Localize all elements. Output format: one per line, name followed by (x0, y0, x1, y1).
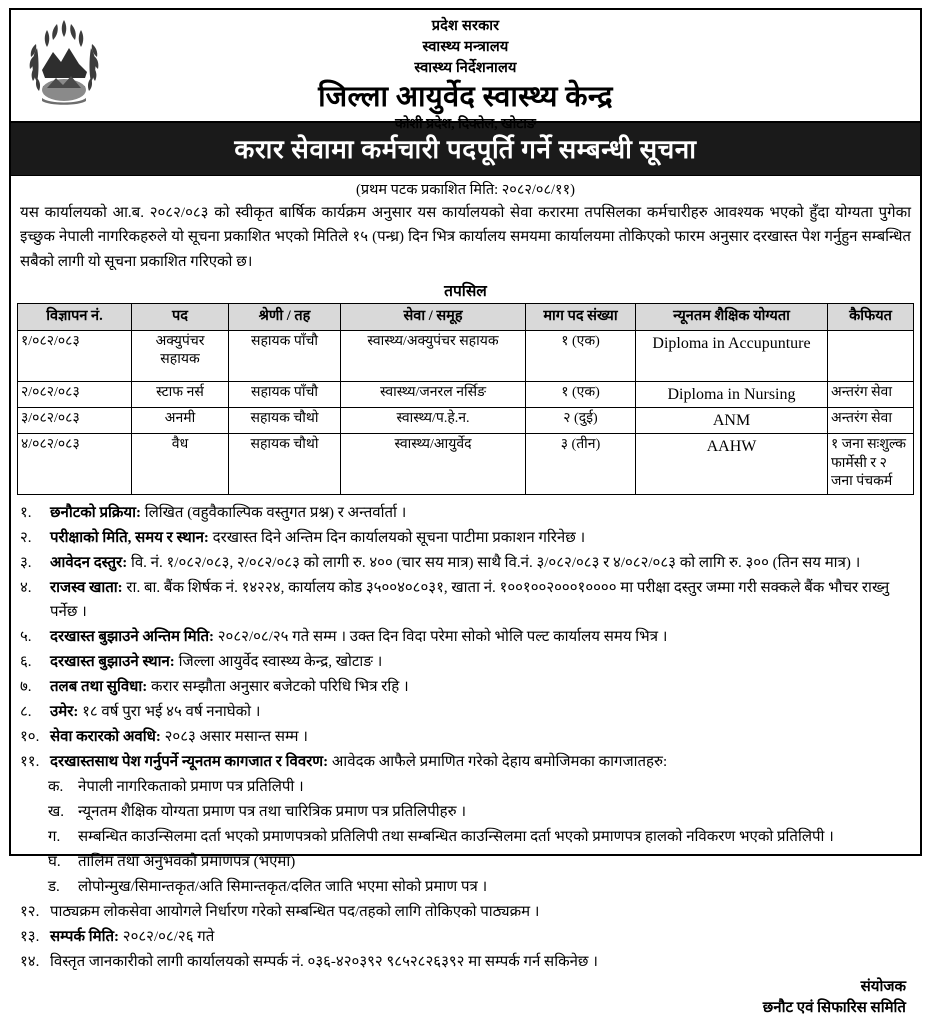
condition-number: १२. (20, 903, 40, 920)
cell-service: स्वास्थ्य/अक्युपंचर सहायक (341, 331, 526, 382)
vacancy-table-wrap (11, 303, 920, 495)
cell-qualification: Diploma in Nursing (636, 382, 828, 408)
cell-post: अनमी (132, 408, 229, 434)
cell-qualification: Diploma in Accupunture (636, 331, 828, 382)
table-header-row (18, 303, 914, 330)
col-header-ad-no: विज्ञापन नं. (18, 303, 132, 330)
sub-item (20, 800, 911, 824)
condition-number: ६. (20, 653, 32, 670)
condition-number: ४. (20, 579, 32, 596)
condition-label: दरखास्तसाथ पेश गर्नुपर्ने न्यूनतम कागजात र विवरण: (50, 753, 329, 770)
condition-item (20, 725, 911, 749)
sub-item-label: ग. (48, 828, 61, 845)
condition-item (20, 675, 911, 699)
condition-body (50, 750, 911, 774)
sub-item-text: न्यूनतम शैक्षिक योग्यता प्रमाण पत्र तथा चारित्रिक प्रमाण पत्र प्रतिलिपीहरु । (78, 803, 467, 820)
condition-body (50, 725, 911, 749)
cell-level: सहायक पाँचौ (229, 382, 341, 408)
condition-label: दरखास्त बुझाउने अन्तिम मिति: (50, 628, 214, 645)
sub-item (20, 875, 911, 899)
condition-number: १०. (20, 728, 40, 745)
col-header-service: सेवा / समूह (341, 303, 526, 330)
cell-remarks: अन्तरंग सेवा (828, 408, 914, 434)
condition-body (50, 675, 911, 699)
condition-number: ७. (20, 678, 32, 695)
condition-number: ८. (20, 703, 32, 720)
condition-body (50, 501, 911, 525)
cell-number: १ (एक) (526, 382, 636, 408)
condition-body (50, 925, 911, 949)
condition-label: दरखास्त बुझाउने स्थान: (50, 653, 175, 670)
condition-text: २०८३ असार मसान्त सम्म । (160, 728, 308, 745)
condition-label: आवेदन दस्तुर: (50, 554, 128, 571)
condition-label: उमेर: (50, 703, 79, 720)
cell-remarks: १ जना सःशुल्क फार्मेसी र २ जना पंचकर्म (828, 434, 914, 494)
table-row (18, 382, 914, 408)
condition-label: परीक्षाको मिति, समय र स्थान: (50, 529, 209, 546)
condition-body (50, 625, 911, 649)
table-caption: तपसिल (444, 282, 487, 300)
condition-text: २०८२/०८/२६ गते (119, 928, 215, 945)
condition-item (20, 526, 911, 550)
condition-text: लिखित (वहुवैकाल्पिक वस्तुगत प्रश्न) र अन्तर्वार्ता । (140, 504, 407, 521)
letterhead (11, 10, 920, 133)
condition-label: छनौटको प्रक्रिया: (50, 504, 141, 521)
koshi-province-emblem-icon (23, 14, 105, 114)
condition-number: १४. (20, 953, 40, 970)
condition-body (50, 576, 911, 624)
condition-body (50, 650, 911, 674)
cell-service: स्वास्थ्य/जनरल नर्सिङ (341, 382, 526, 408)
publication-date: (प्रथम पटक प्रकाशित मिति: २०८२/०८/११) (356, 182, 575, 198)
sub-item-label: घ. (48, 853, 61, 870)
cell-service: स्वास्थ्य/प.हे.न. (341, 408, 526, 434)
sub-item-label: ख. (48, 803, 65, 820)
col-header-post: पद (132, 303, 229, 330)
sub-item (20, 775, 911, 799)
sub-item-text: तालिम तथा अनुभवको प्रमाणपत्र (भएमा) (78, 853, 296, 870)
cell-level: सहायक चौथो (229, 408, 341, 434)
condition-number: १३. (20, 928, 40, 945)
sub-item-label: क. (48, 778, 64, 795)
intro-paragraph: यस कार्यालयको आ.ब. २०८२/०८३ को स्वीकृत बार्षिक कार्यक्रम अनुसार यस कार्यालयको सेवा करारमा तपसिलका कर्मचारीहरु आवश्यक भएको हुँदा योग्यता पुगेका इच्छुक नेपाली नागरिकहरुले यो सूचना प्रकाशित भएको मितिले १५ (पन्ध्र) दिन भित्र कार्यालय समयमा कार्यालयमा तोकिएको फारम अनुसार दरखास्त पेश गर्नुहुन सम्बन्धित सबैको लागी यो सूचना प्रकाशित गरिएको छ। (20, 205, 911, 270)
sub-item-text: नेपाली नागरिकताको प्रमाण पत्र प्रतिलिपी । (78, 778, 304, 795)
cell-level: सहायक पाँचौ (229, 331, 341, 382)
directorate-name: स्वास्थ्य निर्देशनालय (414, 60, 517, 77)
condition-text: विस्तृत जानकारीको लागी कार्यालयको सम्पर्क नं. ०३६-४२०३९२ ९८५२८२६३९२ मा सम्पर्क गर्न सकिनेछ । (50, 953, 598, 970)
sub-item-text: सम्बन्धित काउन्सिलमा दर्ता भएको प्रमाणपत्रको प्रतिलिपी तथा सम्बन्धित काउन्सिलमा दर्ता भएको प्रमाणपत्र हालको नविकरण भएको प्रतिलिपी । (78, 828, 834, 845)
sub-item-label: ड. (48, 878, 60, 895)
cell-remarks: अन्तरंग सेवा (828, 382, 914, 408)
sub-item-text: लोपोन्मुख/सिमान्तकृत/अति सिमान्तकृत/दलित जाति भएमा सोको प्रमाण पत्र । (78, 878, 488, 895)
conditions-list (11, 495, 920, 974)
condition-text: रा. बा. बैंक शिर्षक नं. १४२२४, कार्यालय कोड ३५००४०८०३१, खाता नं. १००१००२०००१०००० मा परीक्षा दस्तुर जम्मा गरी सक्कले बैंक भौचर राख्नु पर्नेछ । (50, 579, 890, 620)
condition-label: सम्पर्क मिति: (50, 928, 120, 945)
cell-number: १ (एक) (526, 331, 636, 382)
office-address: कोशी प्रदेश, दिक्तेल, खोटाङ (395, 117, 536, 133)
col-header-qualification: न्यूनतम शैक्षिक योग्यता (636, 303, 828, 330)
table-row (18, 331, 914, 382)
condition-item (20, 551, 911, 575)
office-name: जिल्ला आयुर्वेद स्वास्थ्य केन्द्र (318, 81, 613, 114)
cell-ad-no: ४/०८२/०८३ (18, 434, 132, 494)
table-row (18, 434, 914, 494)
letterhead-text (11, 10, 920, 135)
condition-text: दरखास्त दिने अन्तिम दिन कार्यालयको सूचना पाटीमा प्रकाशन गरिनेछ । (208, 529, 586, 546)
notice-title-banner: करार सेवामा कर्मचारी पदपूर्ति गर्ने सम्बन्धी सूचना (11, 122, 920, 176)
condition-text: जिल्ला आयुर्वेद स्वास्थ्य केन्द्र, खोटाङ । (174, 653, 383, 670)
condition-body (50, 526, 911, 550)
condition-number: ३. (20, 554, 32, 571)
signatory-committee: छनौट एवं सिफारिस समिति (762, 1000, 906, 1017)
cell-remarks (828, 331, 914, 382)
condition-item (20, 501, 911, 525)
table-row (18, 408, 914, 434)
cell-ad-no: २/०८२/०८३ (18, 382, 132, 408)
condition-body (50, 900, 911, 924)
condition-label: तलब तथा सुविधा: (50, 678, 148, 695)
condition-item (20, 700, 911, 724)
cell-qualification: ANM (636, 408, 828, 434)
condition-body (50, 700, 911, 724)
condition-body (50, 950, 911, 974)
cell-qualification: AAHW (636, 434, 828, 494)
condition-label: राजस्व खाता: (50, 579, 123, 596)
condition-text: आवेदक आफैले प्रमाणित गरेको देहाय बमोजिमका कागजातहरु: (328, 753, 668, 770)
col-header-level: श्रेणी / तह (229, 303, 341, 330)
cell-ad-no: १/०८२/०८३ (18, 331, 132, 382)
cell-post: अक्युपंचर सहायक (132, 331, 229, 382)
condition-body (50, 551, 911, 575)
sub-item (20, 850, 911, 874)
condition-label: सेवा करारको अवधि: (50, 728, 161, 745)
condition-text: करार सम्झौता अनुसार बजेटको परिधि भित्र रहि । (147, 678, 409, 695)
document-frame (9, 8, 922, 1017)
signatory-role: संयोजक (860, 978, 906, 995)
cell-number: ३ (तीन) (526, 434, 636, 494)
condition-item (20, 625, 911, 649)
sub-item (20, 825, 911, 849)
condition-item (20, 650, 911, 674)
vacancy-table (17, 303, 914, 495)
cell-ad-no: ३/०८२/०८३ (18, 408, 132, 434)
cell-number: २ (दुई) (526, 408, 636, 434)
ministry-name: स्वास्थ्य मन्त्रालय (422, 39, 509, 56)
condition-text: २०८२/०८/२५ गते सम्म । उक्त दिन विदा परेमा सोको भोलि पल्ट कार्यालय समय भित्र । (214, 628, 668, 645)
condition-item (20, 925, 911, 949)
condition-text: वि. नं. १/०८२/०८३, २/०८२/०८३ को लागी रु. ४०० (चार सय मात्र) साथै वि.नं. ३/०८२/०८३ र ४/०८२/०८३ को लागि रु. ३०० (तिन सय मात्र) । (127, 554, 861, 571)
condition-text: १८ वर्ष पुरा भई ४५ वर्ष ननाघेको । (78, 703, 261, 720)
government-level: प्रदेश सरकार (431, 18, 500, 34)
condition-item (20, 900, 911, 924)
cell-post: स्टाफ नर्स (132, 382, 229, 408)
cell-service: स्वास्थ्य/आयुर्वेद (341, 434, 526, 494)
condition-number: ५. (20, 628, 32, 645)
condition-number: १. (20, 504, 32, 521)
col-header-remarks: कैफियत (828, 303, 914, 330)
condition-number: ११. (20, 753, 40, 770)
condition-item (20, 950, 911, 974)
condition-item (20, 576, 911, 624)
signature-block (11, 975, 920, 1020)
cell-post: वैध (132, 434, 229, 494)
col-header-number: माग पद संख्या (526, 303, 636, 330)
condition-number: २. (20, 529, 32, 546)
condition-item (20, 750, 911, 774)
cell-level: सहायक चौथो (229, 434, 341, 494)
condition-text: पाठ्यक्रम लोकसेवा आयोगले निर्धारण गरेको सम्बन्धित पद/तहको लागि तोकिएको पाठ्यक्रम । (50, 903, 540, 920)
